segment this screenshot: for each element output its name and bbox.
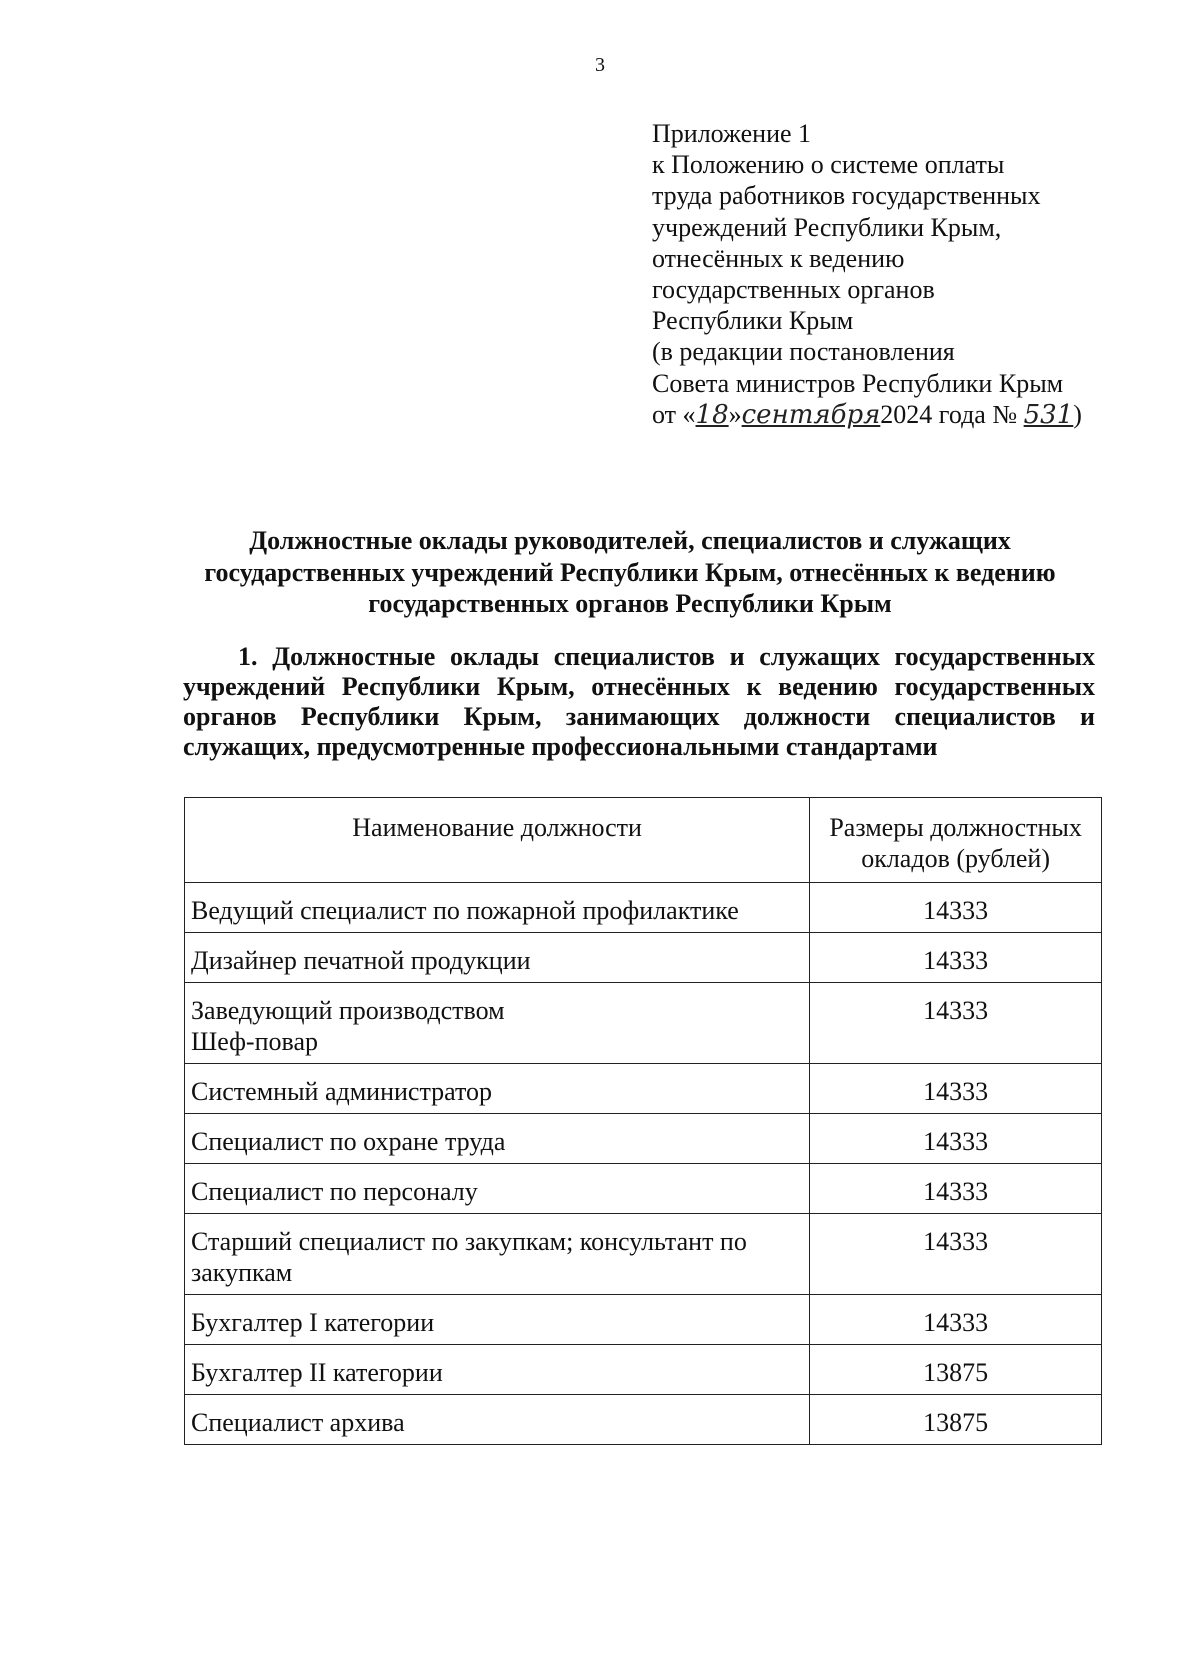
- handwritten-number: 531: [1023, 399, 1074, 430]
- position-name: Специалист по охране труда: [185, 1114, 810, 1164]
- table-row: [185, 1114, 1102, 1164]
- date-separator: »: [728, 399, 742, 429]
- document-title: Должностные оклады руководителей, специалистов и служащих государственных учреждений Республики Крым, отнесённых к ведению государственных органов Республики Крым: [204, 526, 1056, 618]
- date-suffix: ): [1073, 399, 1082, 429]
- salary-amount: 14333: [810, 1214, 1102, 1295]
- salary-amount: 14333: [810, 933, 1102, 983]
- table-row: [185, 1214, 1102, 1295]
- handwritten-day: 18: [695, 399, 729, 430]
- salary-amount: 13875: [810, 1395, 1102, 1445]
- table-row: [185, 1395, 1102, 1445]
- position-name: Дизайнер печатной продукции: [185, 933, 810, 983]
- resolution-date-line: [652, 399, 1172, 431]
- salary-amount: 14333: [810, 983, 1102, 1064]
- appendix-line: Совета министров Республики Крым: [652, 368, 1064, 398]
- appendix-line: труда работников государственных: [652, 181, 1041, 211]
- header-salary-size: Размеры должностных окладов (рублей): [810, 798, 1102, 883]
- salary-amount: 14333: [810, 1114, 1102, 1164]
- table-row: [185, 933, 1102, 983]
- section-1-heading: 1. Должностные оклады специалистов и служащих государственных учреждений Республики Крым, отнесённых к ведению государственных органов Республики Крым, занимающих должности специалистов и служащих, предусмотренные профессиональными стандартами: [183, 642, 1095, 761]
- salary-table: [184, 797, 1102, 1445]
- table-row: [185, 983, 1102, 1064]
- appendix-line: к Положению о системе оплаты: [652, 150, 1005, 180]
- position-name: Бухгалтер I категории: [185, 1295, 810, 1345]
- appendix-line: государственных органов: [652, 275, 935, 305]
- position-name-line: Шеф-повар: [191, 1027, 318, 1056]
- table-row: [185, 883, 1102, 933]
- position-name: Специалист по персоналу: [185, 1164, 810, 1214]
- appendix-line: Приложение 1: [652, 119, 812, 148]
- handwritten-month: сентября: [741, 399, 881, 430]
- table-row: [185, 1295, 1102, 1345]
- table-row: [185, 1064, 1102, 1114]
- position-name: Бухгалтер II категории: [185, 1345, 810, 1395]
- salary-amount: 13875: [810, 1345, 1102, 1395]
- appendix-block: [652, 118, 1172, 431]
- position-name: Специалист архива: [185, 1395, 810, 1445]
- table-header-row: [185, 798, 1102, 883]
- page-number: 3: [595, 54, 605, 76]
- salary-amount: 14333: [810, 1295, 1102, 1345]
- date-prefix: от «: [652, 399, 696, 429]
- appendix-line: Республики Крым: [652, 306, 854, 336]
- position-name: Ведущий специалист по пожарной профилактике: [185, 883, 810, 933]
- appendix-line: учреждений Республики Крым,: [652, 212, 1002, 242]
- table-row: [185, 1345, 1102, 1395]
- appendix-line: отнесённых к ведению: [652, 243, 905, 273]
- appendix-line: (в редакции постановления: [652, 337, 955, 367]
- position-name: Старший специалист по закупкам; консультант по закупкам: [185, 1214, 810, 1295]
- date-year-text: 2024 года №: [880, 399, 1018, 429]
- salary-amount: 14333: [810, 1064, 1102, 1114]
- table-row: [185, 1164, 1102, 1214]
- position-name: Системный администратор: [185, 1064, 810, 1114]
- salary-amount: 14333: [810, 883, 1102, 933]
- position-name: [185, 983, 810, 1064]
- header-position-name: Наименование должности: [185, 798, 810, 883]
- position-name-line: Заведующий производством: [191, 996, 505, 1025]
- salary-amount: 14333: [810, 1164, 1102, 1214]
